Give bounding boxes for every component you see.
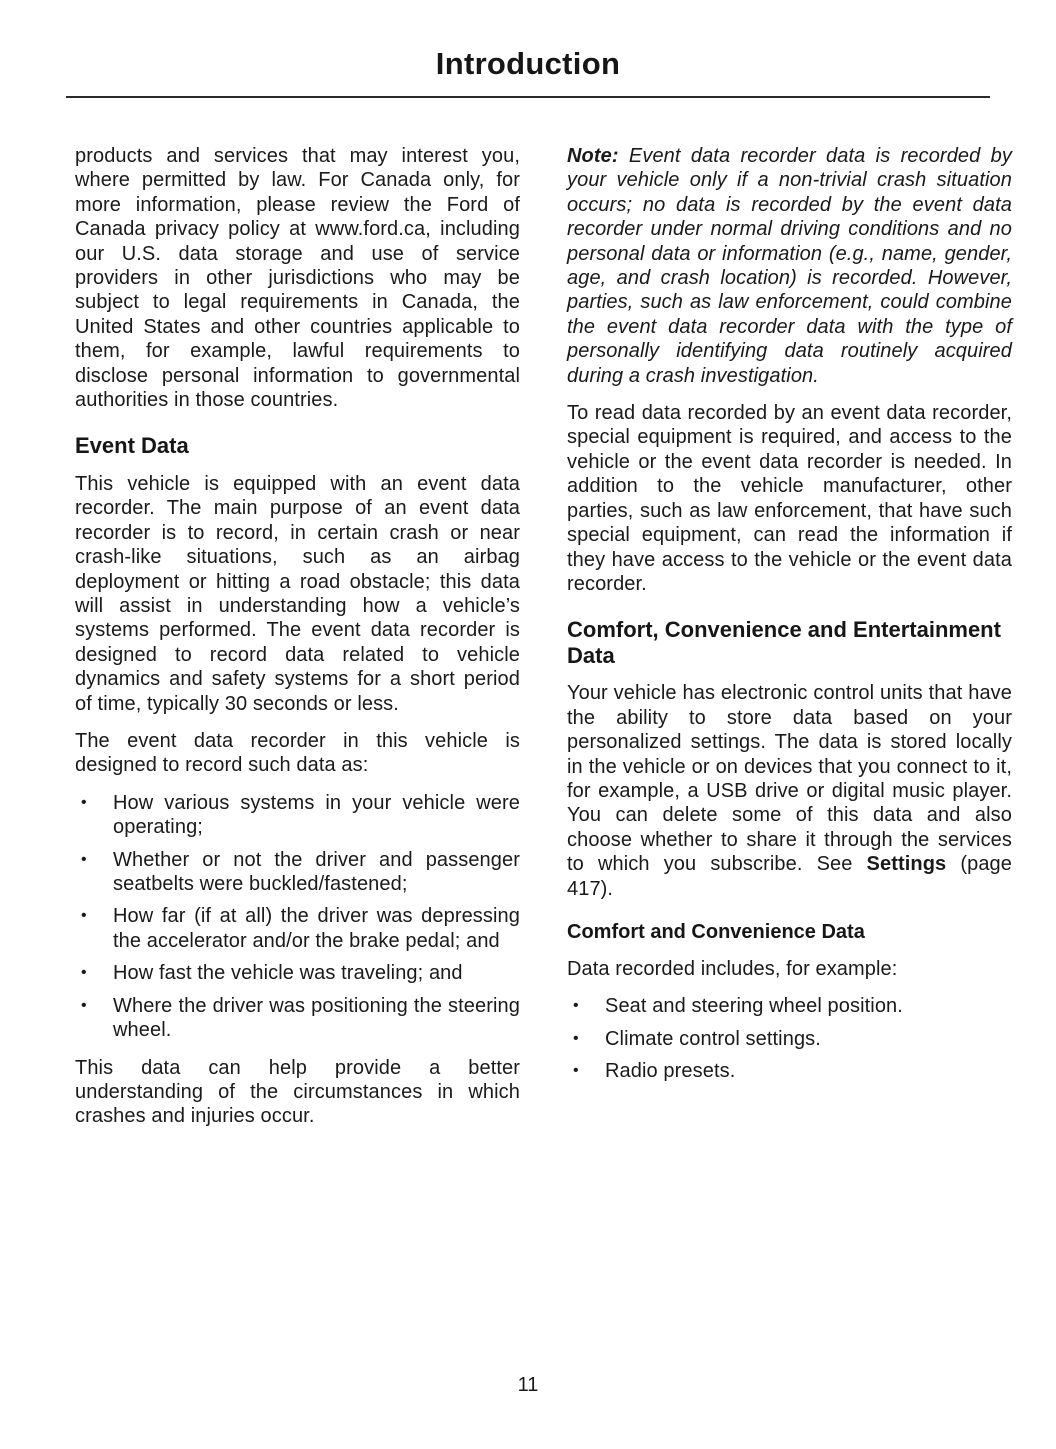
page-footer	[0, 1374, 1056, 1397]
note-text: Event data recorder data is recorded by your vehicle only if a non-trivial crash situation occurs; no data is recorded by the event data recorder under normal driving conditions and no personal data or information (e.g., name, gender, age, and crash location) is recorded. However, parties, such as law enforcement, could combine the event data recorder data with the type of personally identifying data routinely acquired during a crash investigation.	[567, 145, 1012, 387]
bullet-text: Seat and steering wheel position.	[605, 995, 903, 1018]
subheading-comfort-convenience-data: Comfort and Convenience Data	[567, 920, 865, 943]
settings-reference: Settings	[866, 853, 947, 876]
page-number: 11	[517, 1374, 539, 1396]
heading-event-data: Event Data	[75, 433, 189, 459]
heading-comfort-convenience-entertainment: Comfort, Convenience and Entertainment Data	[567, 617, 1001, 668]
bullet-text: How far (if at all) the driver was depressing the accelerator and/or the brake pedal; and	[113, 905, 520, 952]
left-column	[75, 144, 520, 1142]
bullet-marker: •	[81, 850, 87, 868]
note-paragraph	[567, 144, 1012, 388]
bullet-text: Radio presets.	[605, 1060, 736, 1083]
bullet-item	[567, 1027, 1012, 1051]
bullet-text: How fast the vehicle was traveling; and	[113, 962, 463, 985]
bullet-marker: •	[573, 997, 579, 1015]
paragraph-event-list-intro: The event data recorder in this vehicle is designed to record such data as:	[75, 730, 520, 777]
paragraph-comfort-post: (page 417).	[567, 853, 1012, 900]
bullet-item	[75, 791, 520, 840]
bullet-marker: •	[81, 907, 87, 925]
bullet-text: Where the driver was positioning the steering wheel.	[113, 994, 520, 1042]
bullet-item	[567, 994, 1012, 1018]
bullet-item	[75, 904, 520, 953]
bullet-item	[567, 1059, 1012, 1083]
paragraph-comfort-intro	[567, 681, 1012, 901]
page-title: Introduction	[435, 46, 621, 81]
bullet-item	[75, 848, 520, 897]
comfort-data-list	[567, 994, 1012, 1083]
note-label: Note:	[567, 145, 619, 167]
paragraph-event-intro: This vehicle is equipped with an event data recorder. The main purpose of an event data recorder is to record, in certain crash or near crash-like situations, such as an airbag deployment or hitting a road obstacle; this data will assist in understanding how a vehicle’s systems performed. The event data recorder is designed to record data related to vehicle dynamics and safety systems for a short period of time, typically 30 seconds or less.	[75, 472, 520, 715]
event-data-list	[75, 791, 520, 1043]
bullet-marker: •	[81, 793, 87, 811]
bullet-marker: •	[573, 1029, 579, 1047]
bullet-item	[75, 994, 520, 1043]
bullet-marker: •	[81, 964, 87, 982]
bullet-text: How various systems in your vehicle were operating;	[113, 791, 520, 839]
paragraph-privacy: products and services that may interest you, where permitted by law. For Canada only, for more information, please review the Ford of Canada privacy policy at www.ford.ca, including our U.S. data storage and use of service providers in other jurisdictions who may be subject to legal requirements in Canada, the United States and other countries applicable to them, for example, lawful requirements to disclose personal information to governmental authorities in those countries.	[75, 145, 520, 412]
content-columns	[0, 98, 1056, 1142]
paragraph-comfort-pre: Your vehicle has electronic control units that have the ability to store data based on your personalized settings. The data is stored locally in the vehicle or on devices that you connect to it, for example, a USB drive or digital music player. You can delete some of this data and also choose whether to share it through the services to which you subscribe. See	[567, 682, 1012, 876]
bullet-marker: •	[573, 1062, 579, 1080]
bullet-text: Climate control settings.	[605, 1027, 821, 1050]
bullet-text: Whether or not the driver and passenger seatbelts were buckled/fastened;	[113, 848, 520, 896]
bullet-marker: •	[81, 996, 87, 1014]
right-column	[567, 144, 1012, 1097]
bullet-item	[75, 961, 520, 985]
paragraph-event-outro: This data can help provide a better understanding of the circumstances in which crashes and injuries occur.	[75, 1056, 520, 1128]
paragraph-recorded-intro: Data recorded includes, for example:	[567, 957, 898, 980]
page-header	[0, 0, 1056, 98]
paragraph-read-data: To read data recorded by an event data recorder, special equipment is required, and access to the vehicle or the event data recorder is needed. In addition to the vehicle manufacturer, other parties, such as law enforcement, that have such special equipment, can read the information if they have access to the vehicle or the event data recorder.	[567, 402, 1012, 595]
